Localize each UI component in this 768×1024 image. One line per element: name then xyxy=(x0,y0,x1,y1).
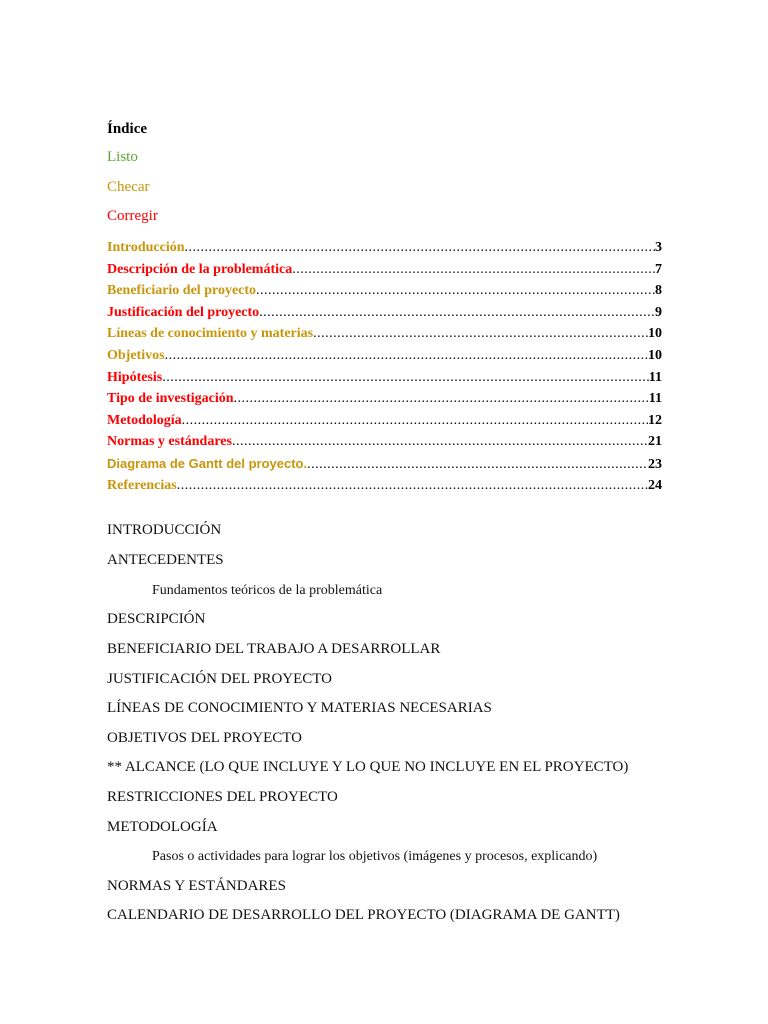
toc-entry-page: 12 xyxy=(648,412,662,428)
toc-entry-label: Introducción xyxy=(107,240,185,255)
toc-entry[interactable] xyxy=(107,388,662,410)
toc-entry[interactable] xyxy=(107,259,662,281)
toc-entry-page: 21 xyxy=(648,434,662,450)
toc-entry-page: 11 xyxy=(648,391,662,407)
toc-entry-label: Tipo de investigación xyxy=(107,391,234,407)
outline-heading: CALENDARIO DE DESARROLLO DEL PROYECTO (DIAGRAMA DE GANTT) xyxy=(107,907,620,923)
legend-ready: Listo xyxy=(107,149,138,165)
toc-entry-label: Metodología xyxy=(107,412,182,428)
table-of-contents xyxy=(107,237,662,496)
toc-entry-page: 11 xyxy=(648,369,662,385)
outline-heading: DESCRIPCIÓN xyxy=(107,611,206,627)
toc-entry-label: Referencias xyxy=(107,477,177,493)
outline-heading: NORMAS Y ESTÁNDARES xyxy=(107,878,286,894)
toc-entry[interactable] xyxy=(107,280,662,302)
toc-entry-page: 9 xyxy=(655,304,662,320)
toc-entry-page: 23 xyxy=(648,456,662,472)
outline-heading: METODOLOGÍA xyxy=(107,819,218,835)
toc-entry-page: 8 xyxy=(655,283,662,299)
toc-leader xyxy=(292,259,655,281)
toc-entry-label: Descripción de la problemática xyxy=(107,261,293,277)
toc-leader xyxy=(259,302,655,324)
toc-leader xyxy=(185,237,655,259)
toc-leader xyxy=(182,410,648,432)
toc-leader xyxy=(307,454,648,476)
toc-entry[interactable] xyxy=(107,302,662,324)
toc-entry-label: Objetivos xyxy=(107,347,165,363)
toc-entry-page: 24 xyxy=(648,477,662,493)
outline-heading: LÍNEAS DE CONOCIMIENTO Y MATERIAS NECESARIAS xyxy=(107,700,492,716)
toc-entry-label: Líneas de conocimiento y materias xyxy=(107,326,314,342)
toc-leader xyxy=(165,345,648,367)
toc-entry-label: Justificación del proyecto xyxy=(107,304,260,320)
outline-heading: INTRODUCCIÓN xyxy=(107,522,222,538)
legend-check: Checar xyxy=(107,179,150,195)
toc-leader xyxy=(232,431,648,453)
toc-entry[interactable] xyxy=(107,237,662,259)
outline-heading: BENEFICIARIO DEL TRABAJO A DESARROLLAR xyxy=(107,641,441,657)
outline-heading: ANTECEDENTES xyxy=(107,552,224,568)
toc-entry[interactable] xyxy=(107,367,662,389)
toc-entry-label: Hipótesis xyxy=(107,369,163,385)
index-title: Índice xyxy=(107,121,148,137)
toc-entry[interactable] xyxy=(107,345,662,367)
toc-entry-label: Diagrama de Gantt del proyecto. xyxy=(107,455,308,471)
outline-heading: JUSTIFICACIÓN DEL PROYECTO xyxy=(107,671,333,687)
toc-leader xyxy=(177,475,648,497)
toc-entry-page: 10 xyxy=(648,347,662,363)
toc-entry[interactable] xyxy=(107,453,662,475)
outline-heading: ** ALCANCE (LO QUE INCLUYE Y LO QUE NO INCLUYE EN EL PROYECTO) xyxy=(107,759,629,775)
legend-fix: Corregir xyxy=(107,208,158,224)
toc-leader xyxy=(234,388,649,410)
outline-subheading: Pasos o actividades para lograr los objetivos (imágenes y procesos, explicando) xyxy=(152,849,598,864)
toc-entry-label: Normas y estándares xyxy=(107,434,232,450)
toc-leader xyxy=(162,367,649,389)
toc-entry-label: Beneficiario del proyecto xyxy=(107,283,257,299)
toc-entry-page: 7 xyxy=(655,261,662,277)
toc-entry[interactable] xyxy=(107,323,662,345)
toc-entry[interactable] xyxy=(107,410,662,432)
outline-heading: OBJETIVOS DEL PROYECTO xyxy=(107,730,303,746)
toc-leader xyxy=(313,323,648,345)
toc-entry[interactable] xyxy=(107,475,662,497)
toc-entry-page: 10 xyxy=(648,326,662,342)
toc-leader xyxy=(256,280,655,302)
toc-entry-page: 3 xyxy=(655,240,662,255)
toc-entry[interactable] xyxy=(107,431,662,453)
outline-heading: RESTRICCIONES DEL PROYECTO xyxy=(107,789,338,805)
outline-subheading: Fundamentos teóricos de la problemática xyxy=(152,583,383,598)
